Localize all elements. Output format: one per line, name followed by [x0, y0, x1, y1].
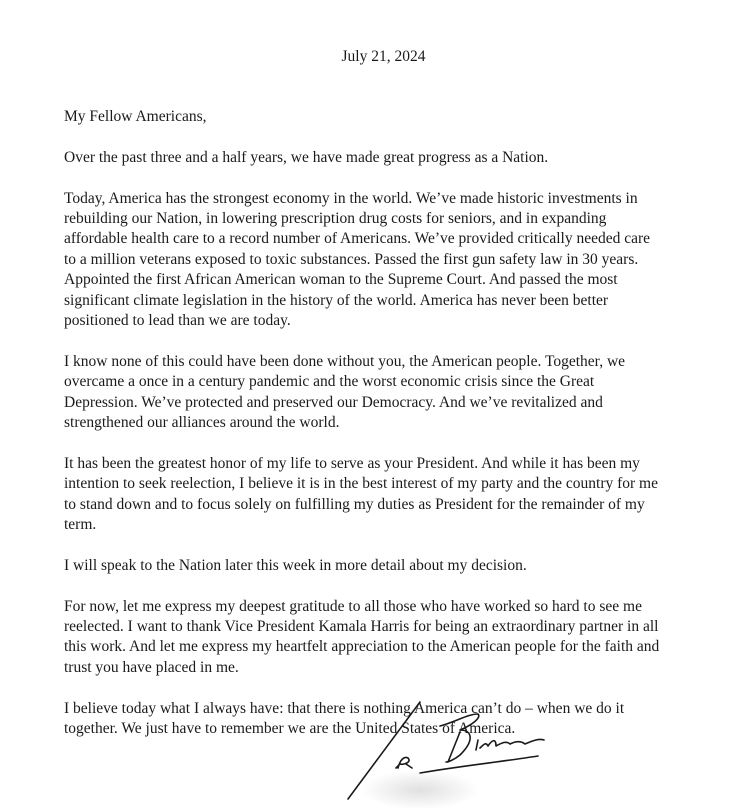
text-line: Over the past three and a half years, we have made great progress as a Nation.: [64, 148, 549, 166]
text-line: to stand down and to focus solely on fulfilling my duties as President for the remainder of my: [64, 495, 645, 513]
text-line: Today, America has the strongest economy in the world. We’ve made historic investments in: [64, 189, 638, 207]
signature-stroke-j: [348, 702, 420, 799]
letter-body: [64, 107, 659, 760]
text-line: this work. And let me express my heartfelt appreciation to the American people for the faith and: [64, 638, 660, 656]
paragraph: [64, 107, 659, 127]
text-line: trust you have placed in me.: [64, 658, 239, 676]
text-line: It has been the greatest honor of my life to serve as your President. And while it has been my: [64, 454, 640, 472]
text-line: Depression. We’ve protected and preserved our Democracy. And we’ve revitalized and: [64, 393, 603, 411]
paragraph: [64, 597, 659, 679]
text-line: For now, let me express my deepest gratitude to all those who have worked so hard to see me: [64, 597, 642, 615]
paragraph: [64, 556, 659, 576]
text-line: Appointed the first African American woman to the Supreme Court. And passed the most: [64, 271, 618, 289]
paragraph: [64, 148, 659, 168]
text-line: I believe today what I always have: that there is nothing America can’t do – when we do it: [64, 699, 625, 717]
text-line: affordable health care to a record number of Americans. We’ve provided critically needed care: [64, 230, 651, 248]
text-line: My Fellow Americans,: [64, 108, 207, 125]
signature-underline: [420, 756, 538, 773]
text-line: strengthened our alliances around the world.: [64, 414, 340, 432]
signature-stroke-b: [440, 714, 479, 762]
text-line: reelected. I want to thank Vice President Kamala Harris for being an extraordinary partner in all: [64, 618, 659, 636]
signature-stroke-r: [396, 757, 412, 768]
paragraph: [64, 454, 659, 536]
signature-stroke-iden: [476, 739, 544, 750]
text-line: to a million veterans exposed to toxic substances. Passed the first gun safety law in 30 years.: [64, 250, 639, 268]
paragraph: [64, 189, 659, 332]
text-line: positioned to lead than we are today.: [64, 312, 291, 330]
text-line: rebuilding our Nation, in lowering prescription drug costs for seniors, and in expanding: [64, 210, 607, 227]
text-line: intention to seek reelection, I believe it is in the best interest of my party and the country for me: [64, 475, 658, 493]
signature: [320, 700, 620, 800]
text-line: overcame a once in a century pandemic and the worst economic crisis since the Great: [64, 373, 595, 391]
text-line: together. We just have to remember we are the United States of America.: [64, 720, 516, 738]
text-line: term.: [64, 516, 97, 534]
letter-date: July 21, 2024: [341, 48, 426, 65]
text-line: significant climate legislation in the history of the world. America has never been better: [64, 291, 609, 309]
text-line: I will speak to the Nation later this week in more detail about my decision.: [64, 556, 527, 574]
text-line: I know none of this could have been done without you, the American people. Together, we: [64, 352, 626, 370]
paragraph: [64, 352, 659, 434]
